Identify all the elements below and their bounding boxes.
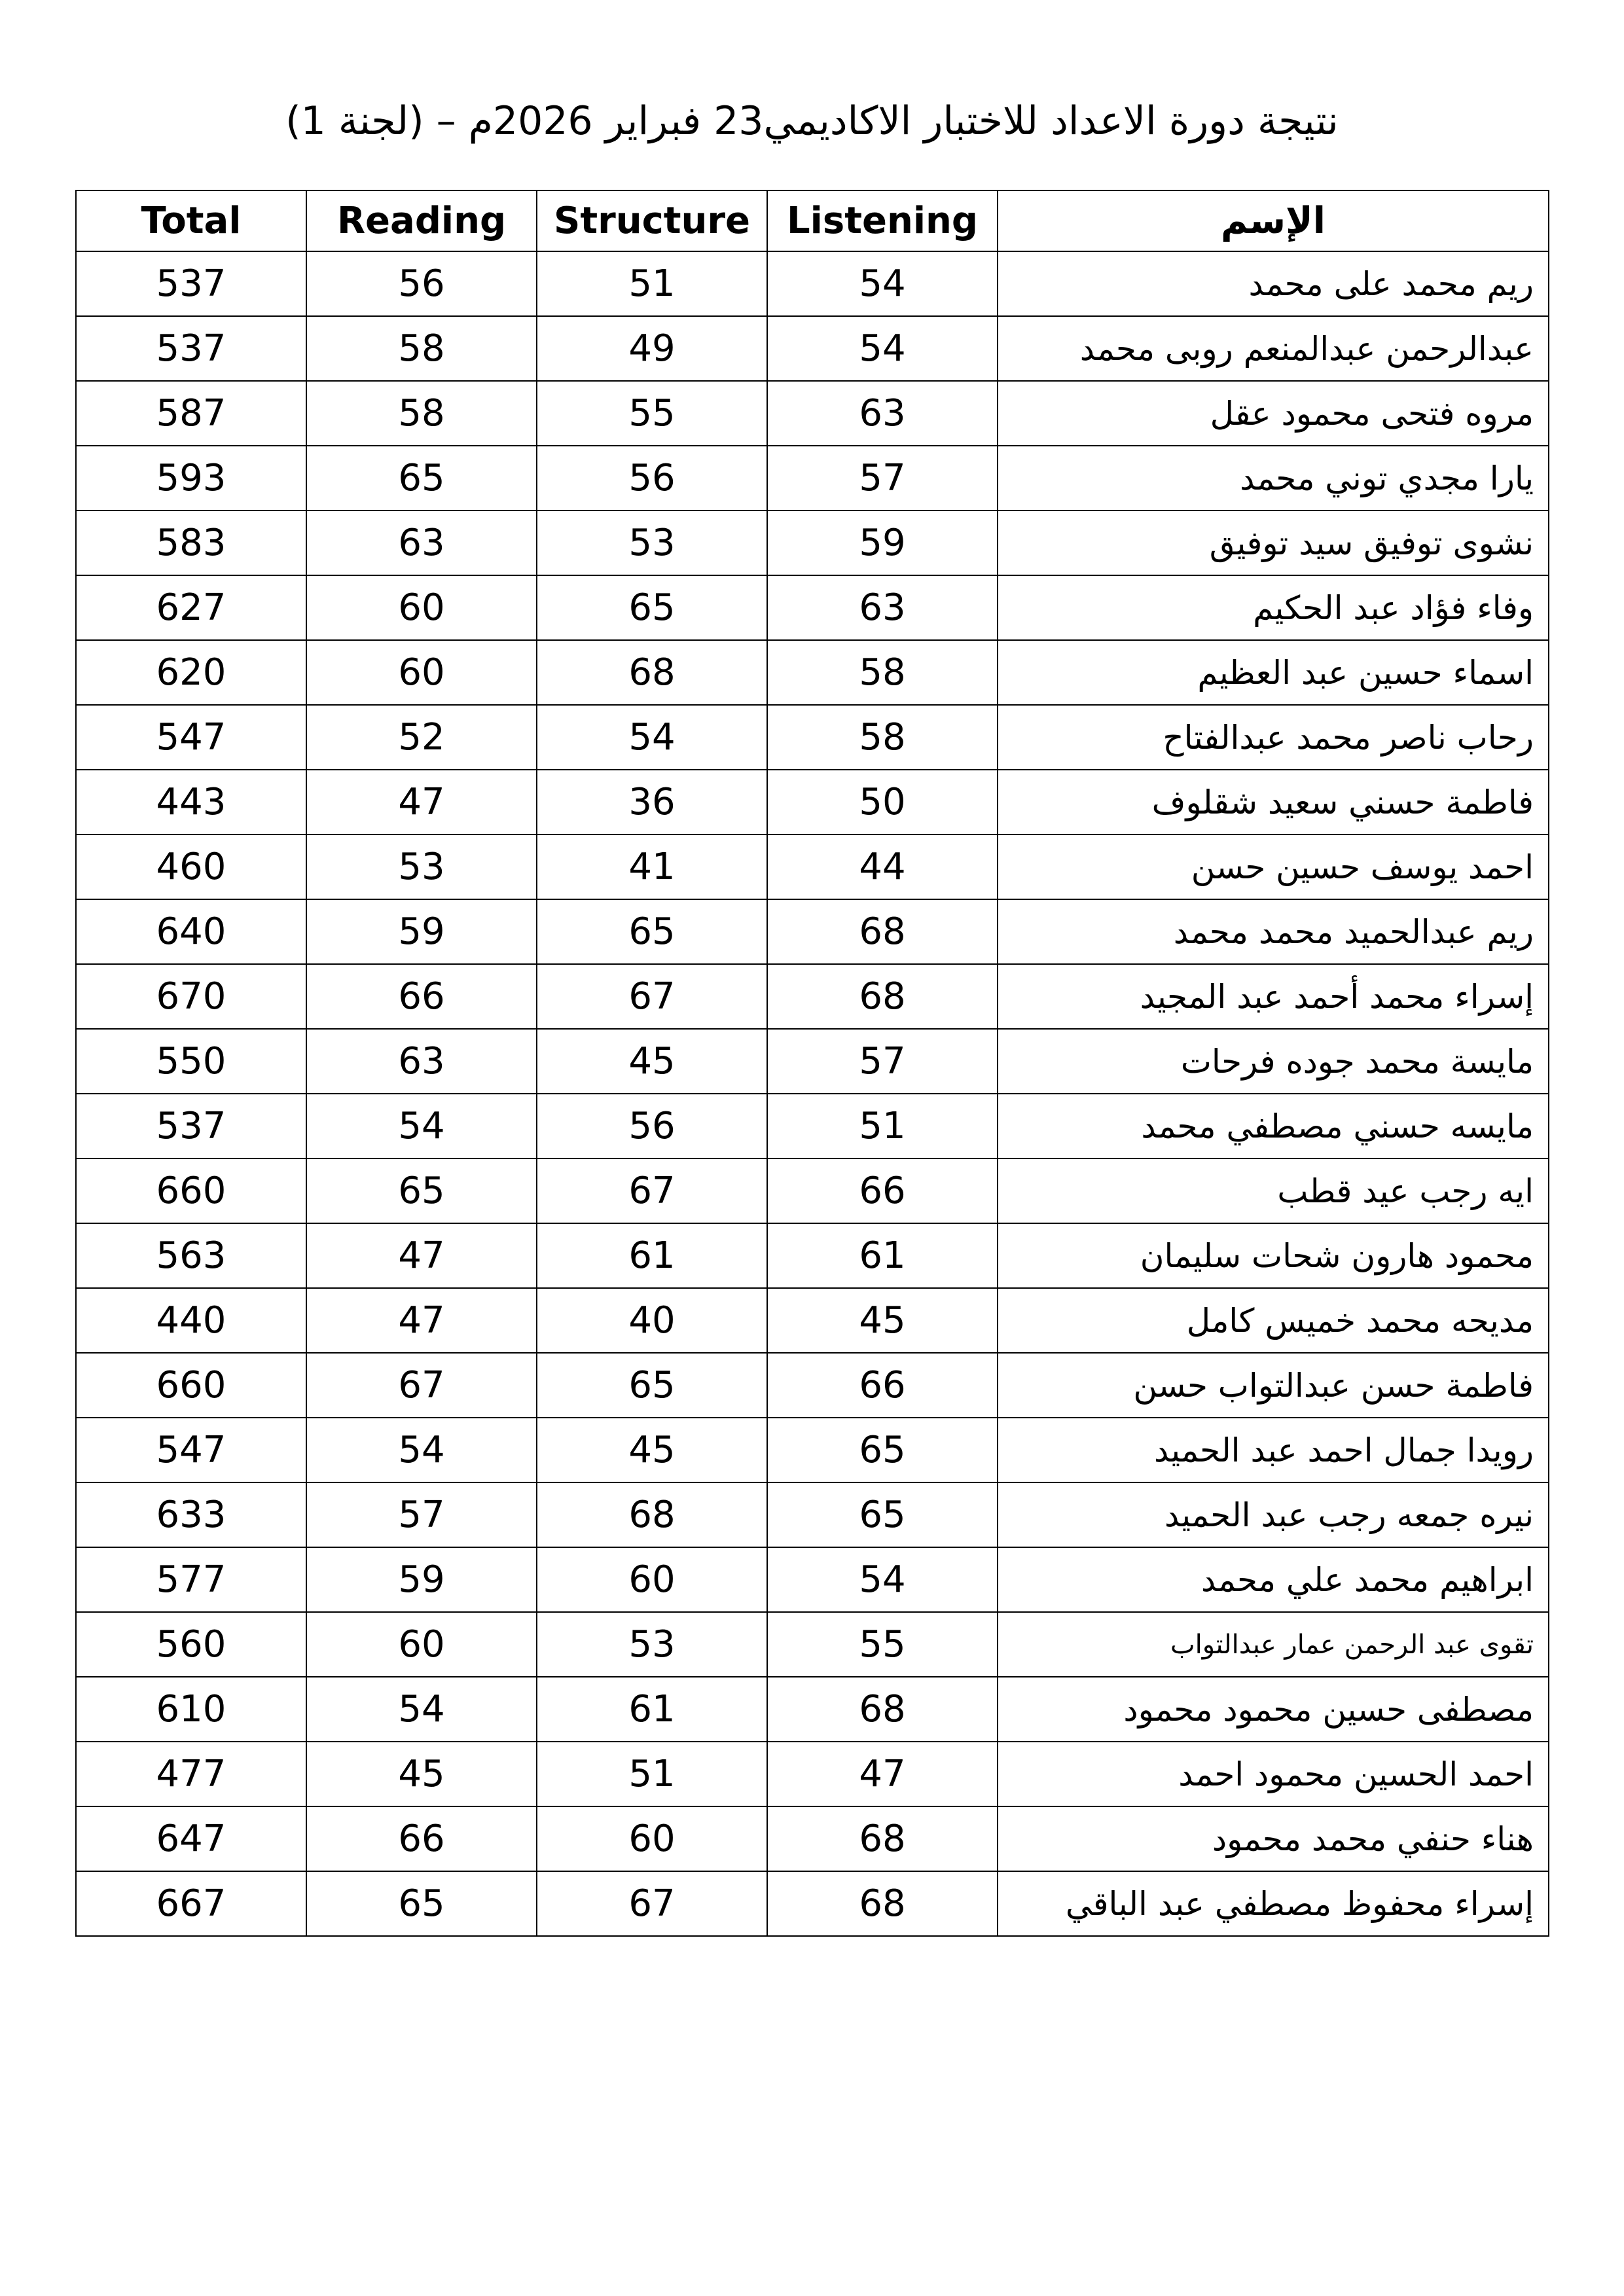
listening-cell: 58 bbox=[767, 640, 998, 705]
total-cell: 547 bbox=[76, 1418, 306, 1482]
name-cell: نيره جمعه رجب عبد الحميد bbox=[998, 1482, 1549, 1547]
total-cell: 660 bbox=[76, 1158, 306, 1223]
table-row bbox=[76, 251, 1549, 316]
reading-cell: 63 bbox=[306, 1029, 537, 1094]
structure-cell: 61 bbox=[537, 1223, 767, 1288]
reading-cell: 52 bbox=[306, 705, 537, 770]
total-cell: 577 bbox=[76, 1547, 306, 1612]
table-row bbox=[76, 834, 1549, 899]
reading-cell: 60 bbox=[306, 640, 537, 705]
listening-cell: 63 bbox=[767, 381, 998, 446]
total-cell: 583 bbox=[76, 511, 306, 575]
table-row bbox=[76, 899, 1549, 964]
reading-cell: 54 bbox=[306, 1418, 537, 1482]
table-row bbox=[76, 1094, 1549, 1158]
name-cell: محمود هارون شحات سليمان bbox=[998, 1223, 1549, 1288]
structure-cell: 67 bbox=[537, 1158, 767, 1223]
table-row bbox=[76, 1353, 1549, 1418]
table-row bbox=[76, 705, 1549, 770]
table-row bbox=[76, 964, 1549, 1029]
name-cell: رويدا جمال احمد عبد الحميد bbox=[998, 1418, 1549, 1482]
table-row bbox=[76, 1158, 1549, 1223]
structure-cell: 53 bbox=[537, 1612, 767, 1677]
name-cell: احمد يوسف حسين حسن bbox=[998, 834, 1549, 899]
name-cell: يارا مجدي توني محمد bbox=[998, 446, 1549, 511]
reading-cell: 66 bbox=[306, 964, 537, 1029]
results-body bbox=[76, 251, 1549, 1936]
total-cell: 647 bbox=[76, 1806, 306, 1871]
structure-cell: 61 bbox=[537, 1677, 767, 1742]
listening-cell: 47 bbox=[767, 1742, 998, 1806]
name-cell: ريم محمد على محمد bbox=[998, 251, 1549, 316]
reading-cell: 47 bbox=[306, 1288, 537, 1353]
listening-cell: 44 bbox=[767, 834, 998, 899]
structure-cell: 68 bbox=[537, 1482, 767, 1547]
structure-cell: 41 bbox=[537, 834, 767, 899]
total-cell: 537 bbox=[76, 1094, 306, 1158]
table-row bbox=[76, 1418, 1549, 1482]
listening-cell: 57 bbox=[767, 1029, 998, 1094]
reading-cell: 66 bbox=[306, 1806, 537, 1871]
structure-cell: 40 bbox=[537, 1288, 767, 1353]
total-cell: 593 bbox=[76, 446, 306, 511]
listening-cell: 66 bbox=[767, 1158, 998, 1223]
table-row bbox=[76, 1482, 1549, 1547]
name-cell: رحاب ناصر محمد عبدالفتاح bbox=[998, 705, 1549, 770]
structure-cell: 54 bbox=[537, 705, 767, 770]
listening-cell: 68 bbox=[767, 964, 998, 1029]
structure-cell: 51 bbox=[537, 1742, 767, 1806]
structure-cell: 68 bbox=[537, 640, 767, 705]
reading-cell: 54 bbox=[306, 1094, 537, 1158]
table-row bbox=[76, 575, 1549, 640]
name-cell: فاطمة حسني سعيد شقلوف bbox=[998, 770, 1549, 834]
total-column-header: Total bbox=[76, 190, 306, 251]
listening-cell: 55 bbox=[767, 1612, 998, 1677]
table-row bbox=[76, 1288, 1549, 1353]
listening-cell: 54 bbox=[767, 316, 998, 381]
name-cell: نشوى توفيق سيد توفيق bbox=[998, 511, 1549, 575]
total-cell: 627 bbox=[76, 575, 306, 640]
listening-cell: 68 bbox=[767, 1677, 998, 1742]
reading-cell: 47 bbox=[306, 770, 537, 834]
total-cell: 620 bbox=[76, 640, 306, 705]
total-cell: 633 bbox=[76, 1482, 306, 1547]
total-cell: 563 bbox=[76, 1223, 306, 1288]
listening-cell: 63 bbox=[767, 575, 998, 640]
structure-cell: 56 bbox=[537, 1094, 767, 1158]
table-row bbox=[76, 1612, 1549, 1677]
listening-cell: 68 bbox=[767, 1871, 998, 1936]
listening-cell: 68 bbox=[767, 899, 998, 964]
reading-cell: 59 bbox=[306, 1547, 537, 1612]
total-cell: 560 bbox=[76, 1612, 306, 1677]
reading-cell: 53 bbox=[306, 834, 537, 899]
reading-cell: 56 bbox=[306, 251, 537, 316]
structure-cell: 53 bbox=[537, 511, 767, 575]
total-cell: 440 bbox=[76, 1288, 306, 1353]
structure-column-header: Structure bbox=[537, 190, 767, 251]
listening-cell: 61 bbox=[767, 1223, 998, 1288]
name-cell: فاطمة حسن عبدالتواب حسن bbox=[998, 1353, 1549, 1418]
name-cell: وفاء فؤاد عبد الحكيم bbox=[998, 575, 1549, 640]
name-cell: مايسة محمد جوده فرحات bbox=[998, 1029, 1549, 1094]
table-row bbox=[76, 1223, 1549, 1288]
structure-cell: 65 bbox=[537, 899, 767, 964]
structure-cell: 45 bbox=[537, 1029, 767, 1094]
total-cell: 587 bbox=[76, 381, 306, 446]
table-row bbox=[76, 1547, 1549, 1612]
table-row bbox=[76, 1677, 1549, 1742]
name-cell: احمد الحسين محمود احمد bbox=[998, 1742, 1549, 1806]
listening-cell: 54 bbox=[767, 1547, 998, 1612]
total-cell: 660 bbox=[76, 1353, 306, 1418]
listening-column-header: Listening bbox=[767, 190, 998, 251]
total-cell: 460 bbox=[76, 834, 306, 899]
listening-cell: 45 bbox=[767, 1288, 998, 1353]
total-cell: 443 bbox=[76, 770, 306, 834]
reading-cell: 63 bbox=[306, 511, 537, 575]
table-row bbox=[76, 511, 1549, 575]
reading-cell: 59 bbox=[306, 899, 537, 964]
page-title: نتيجة دورة الاعداد للاختبار الاكاديمي23 فبراير 2026م – (لجنة 1) bbox=[285, 98, 1339, 144]
structure-cell: 56 bbox=[537, 446, 767, 511]
reading-cell: 45 bbox=[306, 1742, 537, 1806]
table-row bbox=[76, 1806, 1549, 1871]
name-cell: ابراهيم محمد علي محمد bbox=[998, 1547, 1549, 1612]
total-cell: 640 bbox=[76, 899, 306, 964]
table-row bbox=[76, 770, 1549, 834]
total-cell: 670 bbox=[76, 964, 306, 1029]
structure-cell: 36 bbox=[537, 770, 767, 834]
structure-cell: 65 bbox=[537, 1353, 767, 1418]
listening-cell: 66 bbox=[767, 1353, 998, 1418]
structure-cell: 60 bbox=[537, 1547, 767, 1612]
listening-cell: 50 bbox=[767, 770, 998, 834]
structure-cell: 67 bbox=[537, 964, 767, 1029]
name-cell: هناء حنفي محمد محمود bbox=[998, 1806, 1549, 1871]
reading-cell: 65 bbox=[306, 446, 537, 511]
name-cell: مروه فتحى محمود عقل bbox=[998, 381, 1549, 446]
listening-cell: 59 bbox=[767, 511, 998, 575]
name-column-header: الإسم bbox=[998, 190, 1549, 251]
structure-cell: 49 bbox=[537, 316, 767, 381]
listening-cell: 65 bbox=[767, 1418, 998, 1482]
total-cell: 537 bbox=[76, 251, 306, 316]
reading-cell: 58 bbox=[306, 316, 537, 381]
table-row bbox=[76, 381, 1549, 446]
listening-cell: 57 bbox=[767, 446, 998, 511]
name-cell: مايسه حسني مصطفي محمد bbox=[998, 1094, 1549, 1158]
structure-cell: 67 bbox=[537, 1871, 767, 1936]
name-cell: ايه رجب عيد قطب bbox=[998, 1158, 1549, 1223]
total-cell: 537 bbox=[76, 316, 306, 381]
total-cell: 547 bbox=[76, 705, 306, 770]
reading-cell: 57 bbox=[306, 1482, 537, 1547]
table-row bbox=[76, 640, 1549, 705]
listening-cell: 54 bbox=[767, 251, 998, 316]
table-row bbox=[76, 316, 1549, 381]
reading-cell: 47 bbox=[306, 1223, 537, 1288]
listening-cell: 68 bbox=[767, 1806, 998, 1871]
name-cell: عبدالرحمن عبدالمنعم روبى محمد bbox=[998, 316, 1549, 381]
listening-cell: 65 bbox=[767, 1482, 998, 1547]
results-table bbox=[75, 190, 1549, 1937]
reading-cell: 58 bbox=[306, 381, 537, 446]
reading-cell: 54 bbox=[306, 1677, 537, 1742]
name-cell: ريم عبدالحميد محمد محمد bbox=[998, 899, 1549, 964]
reading-cell: 60 bbox=[306, 1612, 537, 1677]
name-cell: مديحه محمد خميس كامل bbox=[998, 1288, 1549, 1353]
total-cell: 477 bbox=[76, 1742, 306, 1806]
total-cell: 550 bbox=[76, 1029, 306, 1094]
name-cell: مصطفى حسين محمود محمود bbox=[998, 1677, 1549, 1742]
listening-cell: 51 bbox=[767, 1094, 998, 1158]
total-cell: 610 bbox=[76, 1677, 306, 1742]
structure-cell: 45 bbox=[537, 1418, 767, 1482]
table-row bbox=[76, 1871, 1549, 1936]
name-cell: إسراء محفوظ مصطفي عبد الباقي bbox=[998, 1871, 1549, 1936]
name-cell: إسراء محمد أحمد عبد المجيد bbox=[998, 964, 1549, 1029]
header-row bbox=[76, 190, 1549, 251]
structure-cell: 65 bbox=[537, 575, 767, 640]
name-cell: تقوى عبد الرحمن عمار عبدالتواب bbox=[998, 1612, 1549, 1677]
reading-cell: 67 bbox=[306, 1353, 537, 1418]
table-row bbox=[76, 1742, 1549, 1806]
structure-cell: 55 bbox=[537, 381, 767, 446]
reading-cell: 65 bbox=[306, 1158, 537, 1223]
reading-column-header: Reading bbox=[306, 190, 537, 251]
table-row bbox=[76, 1029, 1549, 1094]
name-cell: اسماء حسين عبد العظيم bbox=[998, 640, 1549, 705]
structure-cell: 60 bbox=[537, 1806, 767, 1871]
reading-cell: 60 bbox=[306, 575, 537, 640]
table-row bbox=[76, 446, 1549, 511]
structure-cell: 51 bbox=[537, 251, 767, 316]
reading-cell: 65 bbox=[306, 1871, 537, 1936]
listening-cell: 58 bbox=[767, 705, 998, 770]
total-cell: 667 bbox=[76, 1871, 306, 1936]
